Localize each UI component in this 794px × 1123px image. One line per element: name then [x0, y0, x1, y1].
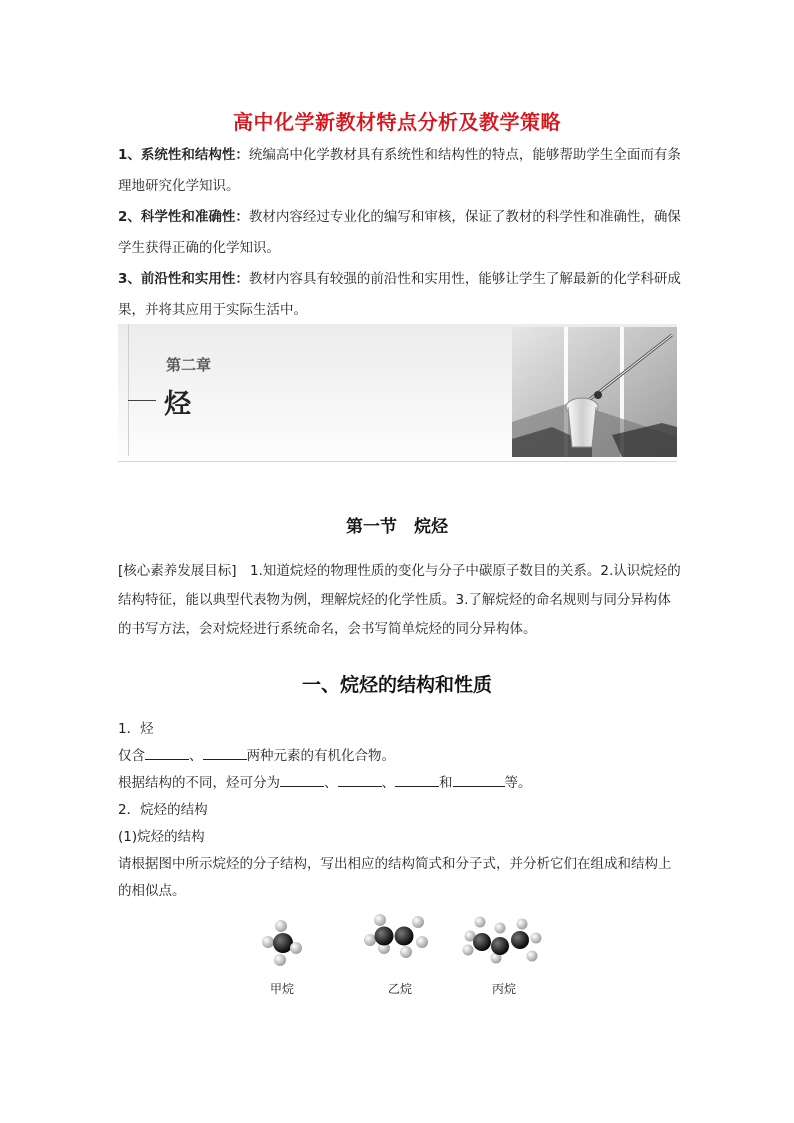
item1-line1-separator: 、 — [189, 748, 203, 764]
item1-line1-suffix: 两种元素的有机化合物。 — [246, 748, 395, 764]
feature-2 — [118, 202, 683, 264]
item1-line2-prefix: 根据结构的不同，烃可分为 — [118, 775, 280, 791]
fill-blank[interactable] — [280, 772, 324, 787]
feature-1 — [118, 140, 683, 202]
feature-2-label: 2、科学性和准确性： — [118, 209, 249, 225]
methane-label: 甲烷 — [269, 982, 294, 996]
ethane-label: 乙烷 — [387, 982, 412, 996]
item1-line2-separator: 、 — [381, 775, 395, 791]
item1-line2-and: 和 — [439, 775, 453, 791]
item1-line2-suffix: 等。 — [504, 775, 532, 791]
feature-2-text: 教材内容经过专业化的编写和审核，保证了教材的科学性和准确性，确保学生获得正确的化学知识。 — [118, 209, 681, 256]
test-tube-photo — [512, 327, 677, 457]
banner-hook-line — [128, 400, 156, 401]
fill-blank[interactable] — [145, 745, 189, 760]
item1-heading: 1．烃 — [118, 721, 154, 737]
fill-blank[interactable] — [453, 772, 505, 787]
item2-subheading: (1)烷烃的结构 — [118, 829, 205, 845]
item2-instruction: 请根据图中所示烷烃的分子结构，写出相应的结构简式和分子式，并分析它们在组成和结构上的相似点。 — [118, 856, 672, 899]
item1-line2-separator: 、 — [324, 775, 338, 791]
ethane-model — [360, 912, 436, 962]
fill-blank[interactable] — [338, 772, 382, 787]
document-title: 高中化学新教材特点分析及教学策略 — [233, 110, 561, 134]
propane-model — [460, 914, 544, 970]
part-title: 一、烷烃的结构和性质 — [301, 674, 492, 696]
fill-blank[interactable] — [203, 745, 247, 760]
core-literacy-goals: [核心素养发展目标] 1.知道烷烃的物理性质的变化与分子中碳原子数目的关系。2.认识烷烃的结构特征，能以典型代表物为例，理解烷烃的化学性质。3.了解烷烃的命名规则与同分异构体的书写方法，会对烷烃进行系统命名，会书写简单烷烃的同分异构体。 — [118, 563, 681, 637]
feature-1-label: 1、系统性和结构性： — [118, 147, 249, 163]
section-title: 第一节 烷烃 — [346, 517, 448, 537]
methane-model — [254, 918, 308, 972]
chapter-banner — [118, 324, 677, 474]
propane-label: 丙烷 — [491, 982, 516, 996]
item1-line1 — [118, 743, 683, 770]
feature-3-label: 3、前沿性和实用性： — [118, 271, 249, 287]
chapter-title: 烃 — [164, 389, 191, 420]
chapter-label: 第二章 — [166, 356, 212, 374]
feature-3-text: 教材内容具有较强的前沿性和实用性，能够让学生了解最新的化学科研成果，并将其应用于实际生活中。 — [118, 271, 681, 318]
item1-line1-prefix: 仅含 — [118, 748, 145, 764]
banner-divider — [128, 324, 129, 456]
item1-line2 — [118, 770, 683, 797]
item2-heading: 2．烷烃的结构 — [118, 802, 208, 818]
feature-1-text: 统编高中化学教材具有系统性和结构性的特点，能够帮助学生全面而有条理地研究化学知识。 — [118, 147, 681, 194]
banner-bottom-line — [118, 461, 677, 462]
fill-blank[interactable] — [395, 772, 439, 787]
feature-3 — [118, 264, 683, 326]
